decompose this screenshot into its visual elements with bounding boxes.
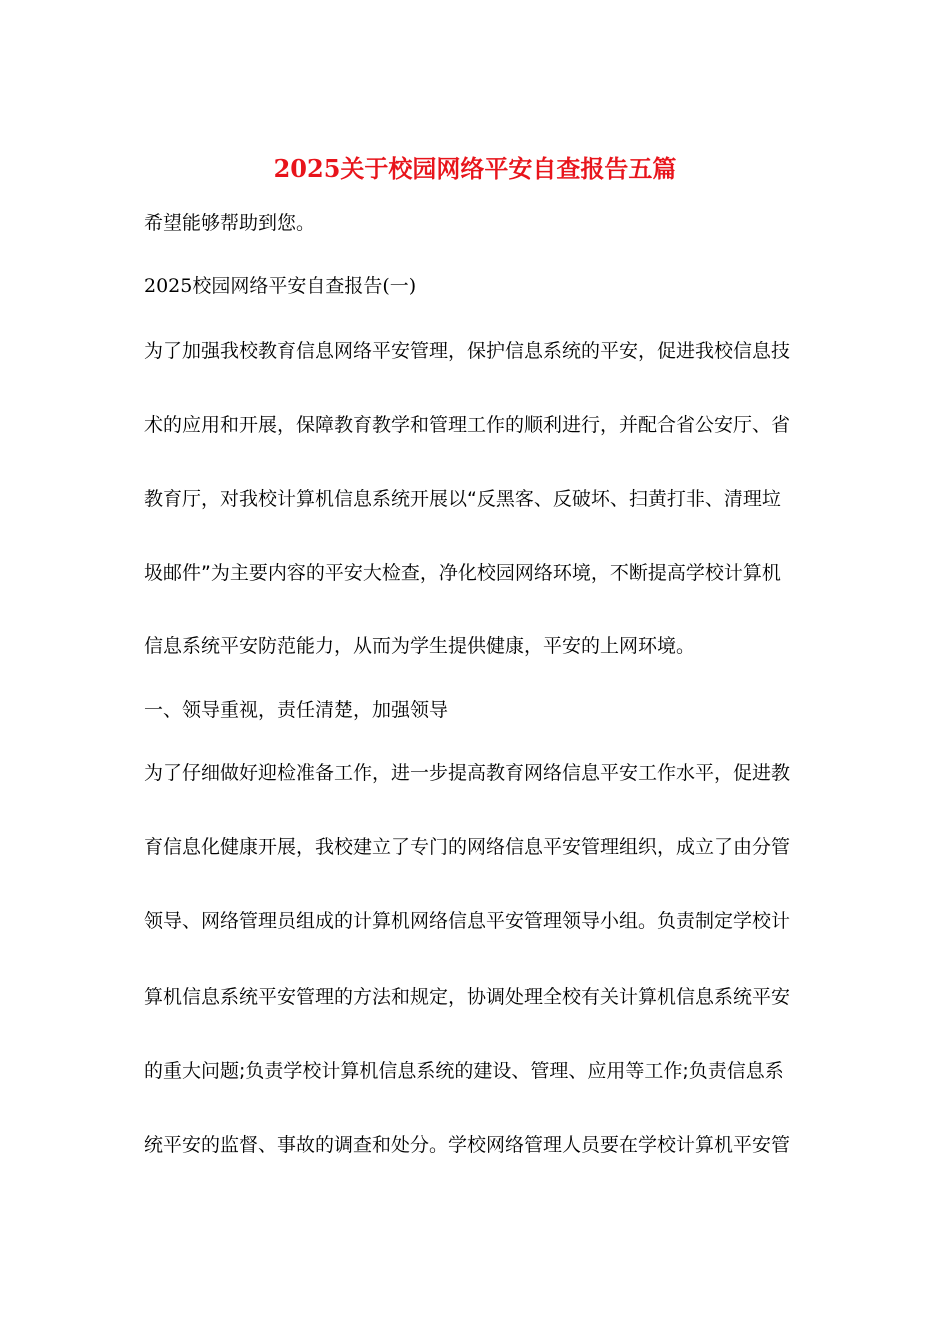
- paragraph-line: 统平安的监督、事故的调查和处分。学校网络管理人员要在学校计算机平安管: [144, 1134, 791, 1156]
- paragraph-line: 信息系统平安防范能力，从而为学生提供健康，平安的上网环境。: [144, 635, 696, 657]
- paragraph-line: 教育厅，对我校计算机信息系统开展以“反黑客、反破坏、扫黄打非、清理垃: [144, 488, 781, 510]
- paragraph-line: 算机信息系统平安管理的方法和规定，协调处理全校有关计算机信息系统平安: [144, 986, 791, 1008]
- paragraph-line: 为了加强我校教育信息网络平安管理，保护信息系统的平安，促进我校信息技: [144, 340, 791, 362]
- intro-text: 希望能够帮助到您。: [144, 212, 316, 234]
- section-heading: 2025校园网络平安自查报告(一): [144, 275, 417, 297]
- paragraph-line: 圾邮件”为主要内容的平安大检查，净化校园网络环境，不断提高学校计算机: [144, 562, 781, 584]
- paragraph-line: 为了仔细做好迎检准备工作，进一步提高教育网络信息平安工作水平，促进教: [144, 762, 791, 784]
- document-title: 2025关于校园网络平安自查报告五篇: [273, 154, 677, 183]
- paragraph-line: 育信息化健康开展，我校建立了专门的网络信息平安管理组织，成立了由分管: [144, 836, 791, 858]
- paragraph-line: 的重大问题;负责学校计算机信息系统的建设、管理、应用等工作;负责信息系: [144, 1060, 784, 1082]
- paragraph-line: 术的应用和开展，保障教育教学和管理工作的顺利进行，并配合省公安厅、省: [144, 414, 791, 436]
- paragraph-line: 领导、网络管理员组成的计算机网络信息平安管理领导小组。负责制定学校计: [144, 910, 791, 932]
- subheading: 一、领导重视，责任清楚，加强领导: [144, 699, 449, 721]
